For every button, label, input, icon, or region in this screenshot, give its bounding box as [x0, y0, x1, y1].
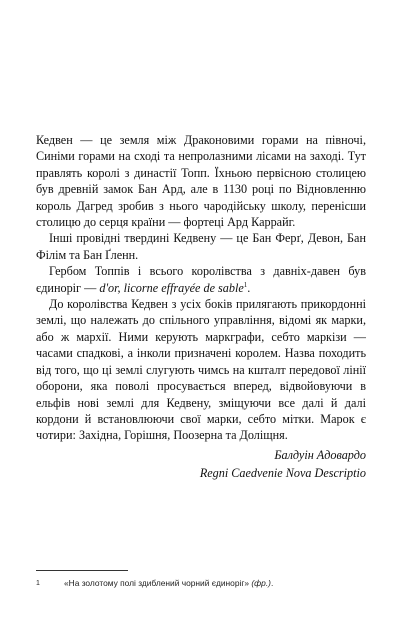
- signature-work-title: Regni Caedvenie Nova Descriptio: [199, 465, 366, 480]
- paragraph-fortresses: Інші провідні твердині Кедвену — це Бан Ферґ, Девон, Бан Філім та Бан Ґленн.: [36, 231, 366, 262]
- coat-of-arms-lead: Гербом Топпів і всього королівства з давніх-давен був єдиноріг —: [36, 264, 366, 295]
- signature-author: Балдуін Адовардо: [274, 447, 366, 462]
- paragraph-coat-of-arms: [36, 263, 366, 296]
- signature-block: [36, 446, 366, 482]
- footnote-divider: [36, 570, 128, 571]
- footnote-number: 1: [36, 580, 40, 587]
- footnote: [36, 578, 366, 589]
- footnote-language: (фр.): [251, 578, 271, 588]
- main-text: [36, 132, 366, 482]
- paragraph-kedven-geography: Кедвен — це земля між Драконовими горами на півночі, Синіми горами на сході та непролазними лісами на заході. Тут правлять королі з династії Топп. Їхньою первісною столицею був древній замок Бан Ард, але в 1130 році по Відновленню король Дагред зробив з нього чародійську школу, перенісши столицю до серця країни — фортеці Ард Каррайг.: [36, 133, 366, 230]
- paragraph-marches: До королівства Кедвен з усіх боків прилягають прикордонні землі, що належать до спільного управління, відомі як марки, або ж мархії. Ними керують маркграфи, себто маркізи — часами спадкові, а інколи призначені королем. Назва походить від того, що ці землі слугують чимсь на кшталт передової лінії оборони, яка поволі просувається вперед, відвойовуючи в ельфів нові землі для Кедвену, зміщуючи все далі й далі кордони й встановлюючи свої марки, себто мітки. Марок є чотири: Західна, Горішня, Поозерна та Доліщня.: [36, 297, 366, 443]
- footnote-text: «На золотому полі здиблений чорний єдиноріг»: [64, 578, 252, 588]
- coat-of-arms-blazon: d'or, licorne effrayée de sable: [99, 280, 244, 295]
- footnote-reference[interactable]: 1: [243, 280, 248, 289]
- coat-of-arms-end: .: [247, 280, 251, 295]
- footnote-end: .: [270, 578, 274, 588]
